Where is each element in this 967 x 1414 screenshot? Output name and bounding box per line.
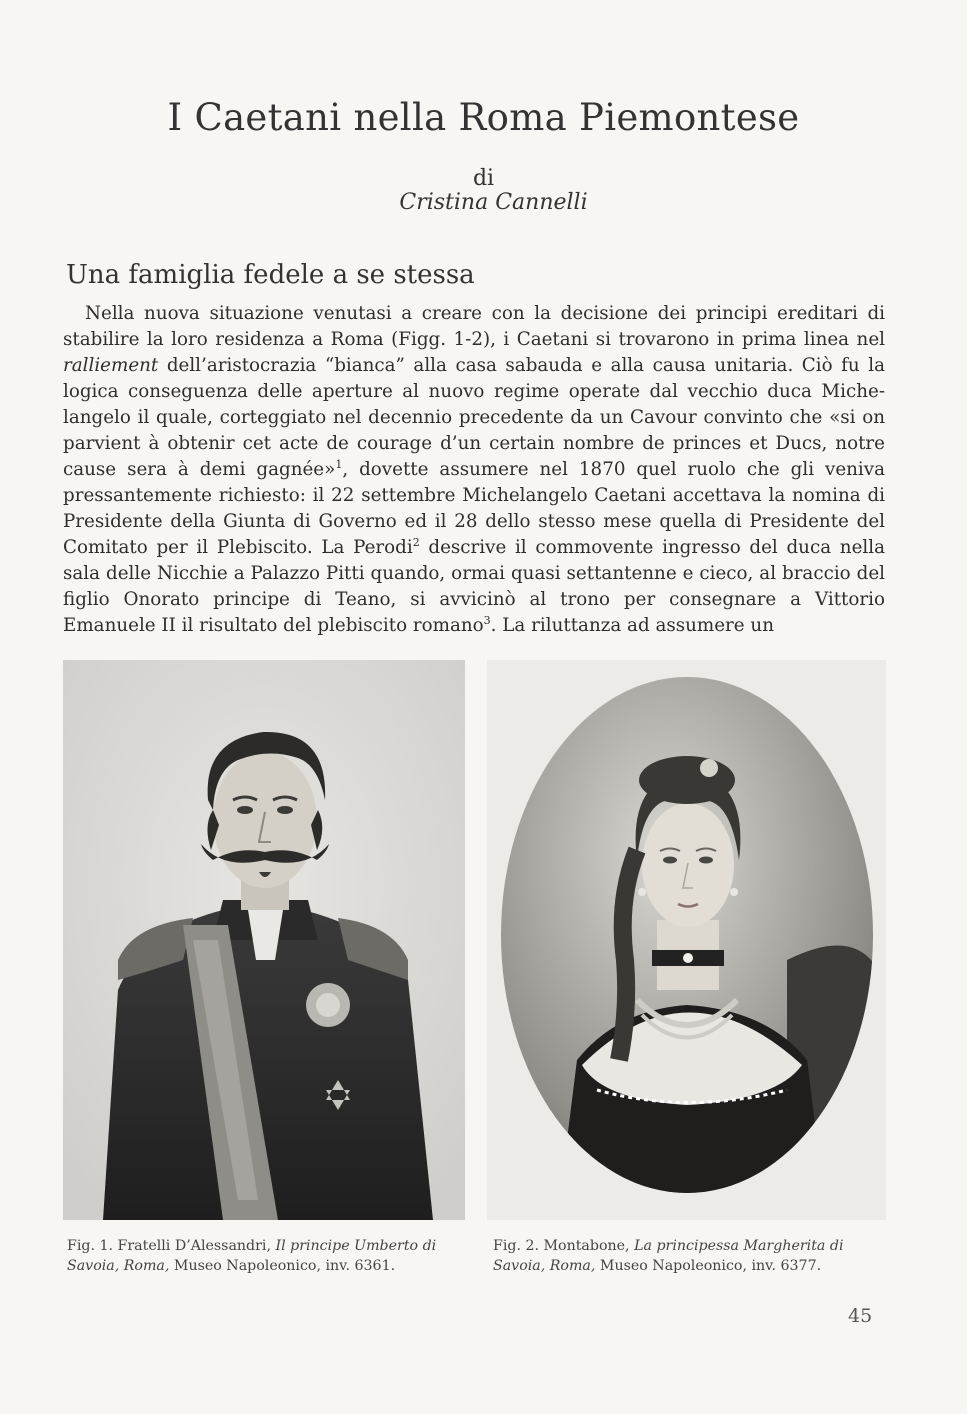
byline: di <box>472 166 495 191</box>
body-text-part: , dovette assumere nel 1870 quel ruolo che gli veniva pressantemente richiesto: il 22 settembre Michelangelo Caetani accettava la nomina di Presidente della Giunta di Governo ed il 28 dello stesso mese quella di Presidente del Comitato per il Plebiscito. La Perodi <box>63 459 886 558</box>
portrait-photo-margherita <box>487 660 886 1220</box>
caption-rest: Museo Napoleonico, inv. 6361. <box>169 1258 396 1274</box>
footnote-ref[interactable]: 1 <box>335 458 343 471</box>
portrait-photo-umberto <box>63 660 465 1220</box>
caption-rest: Museo Napoleonico, inv. 6377. <box>595 1258 822 1274</box>
footnote-ref[interactable]: 3 <box>483 614 491 627</box>
body-text-part: descrive il commovente ingresso del duca nella sala delle Nicchie a Palazzo Pitti quando, ormai quasi settantenne e cieco, al braccio del figlio Onorato principe di Teano, si avvicinò al trono per consegnare a Vittorio Emanuele II il risultato del plebiscito romano <box>63 537 885 636</box>
caption-title: La principessa Margherita di Savoia, Roma, <box>493 1238 844 1274</box>
page-number: 45 <box>848 1305 873 1327</box>
article-title: I Caetani nella Roma Piemontese <box>167 96 800 139</box>
caption-label: Fig. 1. Fratelli D’Alessandri, <box>67 1238 276 1254</box>
caption-title: Il principe Umberto di Savoia, Roma, <box>67 1238 437 1274</box>
figure-1-caption <box>67 1236 467 1276</box>
body-text-part: Nella nuova situazione venutasi a creare con la decisione dei principi ereditari di stabilire la loro residenza a Roma (Figg. 1-2), i Caetani si trovarono in prima linea nel <box>63 303 885 350</box>
figure-2-caption <box>493 1236 893 1276</box>
body-text-part: dell’aristocrazia “bianca” alla casa sabauda e alla causa unitaria. Ciò fu la logica conseguenza delle aperture al nuovo regime operate dal vecchio duca Michelangelo il quale, corteggiato nel decennio precedente da un Cavour convinto che «si on parvient à obtenir cet acte de courage d’un certain nombre de princes et Ducs, notre cause sera à demi gagnée» <box>63 355 885 480</box>
author-name: Cristina Cannelli <box>399 190 588 215</box>
figure-1 <box>63 660 465 1220</box>
caption-label: Fig. 2. Montabone, <box>493 1238 635 1254</box>
body-paragraph <box>63 301 885 639</box>
body-text-italic: ralliement <box>63 355 159 376</box>
footnote-ref[interactable]: 2 <box>412 536 420 549</box>
body-text-part: . La riluttanza ad assumere un <box>490 615 774 636</box>
figure-2 <box>487 660 886 1220</box>
section-heading: Una famiglia fedele a se stessa <box>66 260 475 290</box>
